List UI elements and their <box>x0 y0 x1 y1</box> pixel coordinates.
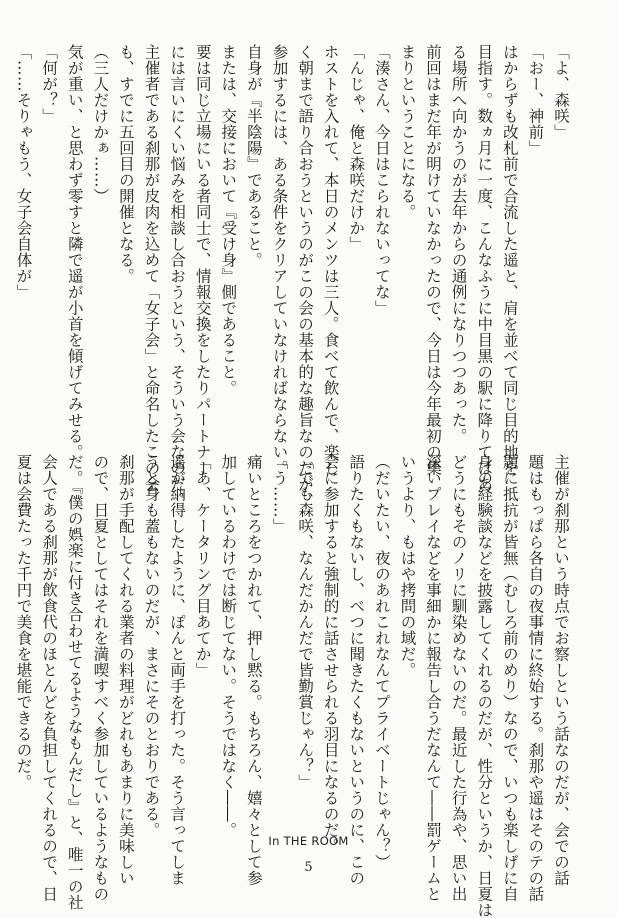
text-line: 会人である刹那が飲食代のほとんどを負担してくれるので、日 <box>40 454 59 902</box>
text-line: はからずも改札前で合流した遥と、肩を並べて同じ目的地を <box>500 44 519 476</box>
text-line: 「でも森咲、なんだかんだで皆勤賞じゃん？」 <box>296 454 315 790</box>
text-line: 「よ、森咲」 <box>552 44 570 140</box>
text-line: 加しているわけでは断じてない。そうではなく――。 <box>219 454 238 838</box>
text-line: には言いにくい悩みを相談し合おうという、そういう会なのだ。 <box>168 44 187 508</box>
text-line: も、すでに五回目の開催となる。 <box>116 44 135 284</box>
text-line: うと身も蓋もないのだが、まさにそのとおりである。 <box>142 454 161 838</box>
text-line: 要は同じ立場にいる者同士で、情報交換をしたりパートナー <box>193 44 212 476</box>
text-line: または、交接において『受け身』側であること。 <box>219 44 238 396</box>
text-line: 気が重い、と思わず零すと隣で遥が小首を傾げてみせる。 <box>65 44 84 460</box>
text-line: 自身が『半陰陽』であること。 <box>244 44 263 268</box>
text-line: 参加するには、ある条件をクリアしていなければならない。 <box>270 44 289 476</box>
page-number: 5 <box>304 860 313 875</box>
text-line: 語りたくもないし、べつに聞きたくもないというのに、この <box>347 454 366 886</box>
text-line: 「……そりゃもう、女子会自体が」 <box>14 44 33 300</box>
text-line: 痛いところをつかれて、押し黙る。もちろん、嬉々として参 <box>244 454 263 886</box>
text-line: （三人だけかぁ……） <box>91 44 110 204</box>
text-line: 遥が納得したように、ぽんと両手を打った。そう言ってしま <box>168 454 187 886</box>
text-line: く朝まで語り合おうというのがこの会の基本的な趣旨なのだが、 <box>296 44 315 508</box>
text-line: 会に参加すると強制的に話させられる羽目になるのだ。 <box>321 454 340 854</box>
text-line: 「おー、神前」 <box>526 44 545 156</box>
text-line: 刹那が手配してくれる業者の料理がどれもあまりに美味しい <box>116 454 135 886</box>
text-line: いうより、もはや拷問の域だ。 <box>398 454 417 678</box>
text-line: どうにもそのノリに馴染めないのだ。最近した行為や、思い出 <box>449 454 468 902</box>
text-line: 身の経験談などを披露してくれるのだが、性分というか、日夏は <box>475 454 494 918</box>
text-line: まりということになる。 <box>398 44 417 220</box>
text-line: 「あ、ケータリング目あてか」 <box>193 454 212 678</box>
text-line: 深いプレイなどを事細かに報告し合うだなんて――罰ゲームと <box>424 454 443 902</box>
upper-text-block <box>14 44 573 508</box>
running-footer-title: In THE ROOM <box>268 834 349 848</box>
text-line: 「んじゃ、俺と森咲だけか」 <box>347 44 366 252</box>
text-line: 目指す。数ヵ月に一度、こんなふうに中目黒の駅に降りてはあ <box>475 44 494 492</box>
text-line: ホストを入れて、本日のメンツは三人。食べて飲んで、楽し <box>321 44 340 476</box>
text-line: だ。『僕の娯楽に付き合わせてるようなもんだし』と、唯一の社 <box>65 454 84 911</box>
text-line: 「う……」 <box>270 454 289 534</box>
text-line: （だいたい、夜のあれこれなんてプライベートじゃん？） <box>372 454 391 870</box>
text-line: る場所へ向かうのが去年からの通例になりつつあった。 <box>449 44 468 444</box>
text-line: 題に抵抗が皆無（むしろ前のめり）なので、いつも楽しげに自 <box>500 454 519 902</box>
text-line: 「湊さん、今日はこられないってな」 <box>372 44 391 316</box>
text-line: 主催が刹那という時点でお察しという話なのだが、会での話 <box>552 454 570 886</box>
text-line: 題はもっぱら各自の夜事情に終始する。刹那や遥はそのテの話 <box>526 454 545 902</box>
text-line: 夏は会費たった千円で美食を堪能できるのだ。 <box>14 454 33 790</box>
text-line: 「何が？」 <box>40 44 59 124</box>
text-line: ので、日夏としてはそれを満喫すべく参加しているようなもの <box>91 454 110 902</box>
text-line: 主催者である刹那が皮肉を込めて「女子会」と命名したこの会 <box>142 44 161 492</box>
text-line: 前回はまだ年が明けていなかったので、今日は今年最初の集 <box>424 44 443 476</box>
